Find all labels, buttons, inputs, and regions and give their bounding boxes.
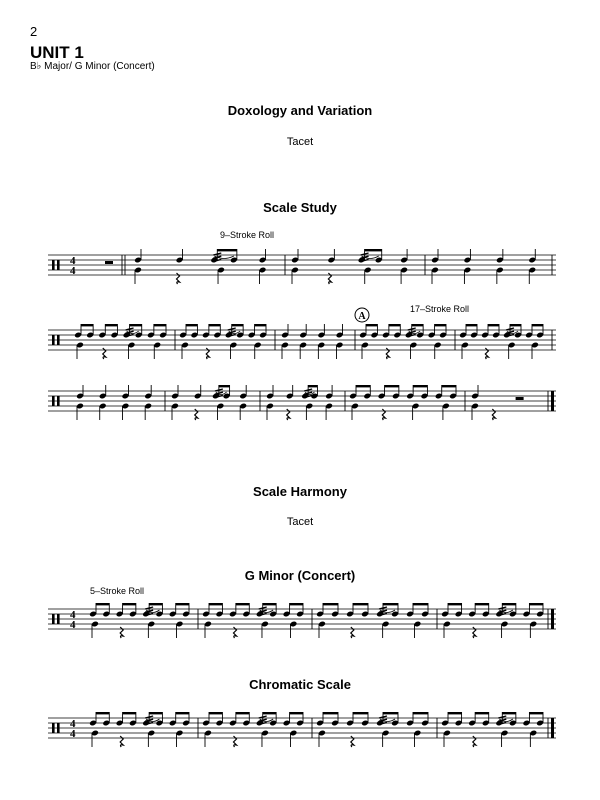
time-signature-bottom: 4 — [70, 619, 76, 631]
percussion-clef — [57, 260, 60, 270]
beam — [96, 603, 109, 605]
scale-harmony-tacet: Tacet — [286, 516, 314, 528]
staff-system-3 — [0, 381, 600, 431]
final-barline — [551, 391, 554, 411]
beam — [130, 324, 142, 326]
doxology-title: Doxology and Variation — [227, 103, 373, 118]
beam — [263, 603, 276, 605]
percussion-clef — [57, 335, 60, 345]
half-rest — [516, 397, 524, 400]
percussion-clef — [52, 335, 55, 345]
beam — [154, 324, 166, 326]
nine-stroke-roll-label: 9–Stroke Roll — [220, 230, 275, 240]
beam — [448, 712, 462, 714]
doxology-tacet: Tacet — [286, 136, 314, 148]
g-minor-title: G Minor (Concert) — [244, 568, 356, 583]
time-signature-top: 4 — [70, 718, 76, 730]
half-rest — [105, 261, 113, 264]
page-number: 2 — [30, 24, 38, 39]
scale-study-title: Scale Study — [263, 200, 337, 215]
beam — [529, 712, 543, 714]
beam — [502, 603, 516, 605]
scale-harmony-title: Scale Harmony — [253, 484, 347, 499]
beam — [413, 712, 428, 714]
percussion-clef — [52, 260, 55, 270]
percussion-clef — [52, 396, 55, 406]
beam — [442, 385, 456, 387]
time-signature-top: 4 — [70, 609, 76, 621]
beam — [385, 385, 399, 387]
beam — [383, 712, 398, 714]
beam — [105, 324, 117, 326]
beam — [383, 603, 398, 605]
beam — [366, 324, 377, 326]
beam — [475, 712, 489, 714]
beam — [217, 249, 237, 251]
percussion-clef — [57, 723, 60, 733]
beam — [209, 324, 220, 326]
beam — [236, 712, 249, 714]
beam — [149, 712, 162, 714]
final-barline — [551, 718, 554, 738]
beam — [365, 249, 382, 251]
beam — [413, 603, 428, 605]
beam — [475, 603, 489, 605]
beam — [176, 712, 189, 714]
beam — [353, 712, 368, 714]
beam — [123, 603, 136, 605]
beam — [532, 324, 543, 326]
beam — [232, 324, 243, 326]
time-signature-bottom: 4 — [70, 728, 76, 740]
five-stroke-roll-label: 5–Stroke Roll — [90, 586, 145, 596]
time-signature-top: 4 — [70, 255, 76, 267]
beam — [290, 712, 303, 714]
beam — [236, 603, 249, 605]
beam — [186, 324, 197, 326]
percussion-clef — [57, 614, 60, 624]
beam — [263, 712, 276, 714]
percussion-clef — [52, 614, 55, 624]
beam — [323, 603, 338, 605]
time-signature-bottom: 4 — [70, 265, 76, 277]
beam — [96, 712, 109, 714]
beam — [529, 603, 543, 605]
beam — [323, 712, 338, 714]
beam — [308, 385, 317, 387]
beam — [353, 603, 368, 605]
chromatic-title: Chromatic Scale — [249, 677, 351, 692]
beam — [176, 603, 189, 605]
unit-subtitle: B♭ Major/ G Minor (Concert) — [30, 61, 155, 72]
beam — [219, 385, 230, 387]
staff-system-2 — [0, 311, 600, 370]
beam — [290, 603, 303, 605]
beam — [502, 712, 516, 714]
beam — [81, 324, 93, 326]
staff-system-4 — [0, 599, 600, 649]
beam — [435, 324, 446, 326]
rehearsal-mark: A — [358, 311, 366, 322]
beam — [255, 324, 266, 326]
staff-system-5 — [0, 708, 600, 758]
percussion-clef — [52, 723, 55, 733]
beam — [389, 324, 400, 326]
beam — [412, 324, 423, 326]
final-barline — [551, 609, 554, 629]
beam — [209, 603, 222, 605]
beam — [488, 324, 499, 326]
beam — [123, 712, 136, 714]
beam — [209, 712, 222, 714]
seventeen-stroke-roll-label: 17–Stroke Roll — [410, 304, 470, 314]
beam — [413, 385, 427, 387]
beam — [448, 603, 462, 605]
beam — [466, 324, 477, 326]
beam — [149, 603, 162, 605]
unit-title: UNIT 1 — [30, 43, 84, 62]
beam — [510, 324, 521, 326]
beam — [356, 385, 370, 387]
percussion-clef — [57, 396, 60, 406]
staff-system-1 — [0, 245, 600, 295]
